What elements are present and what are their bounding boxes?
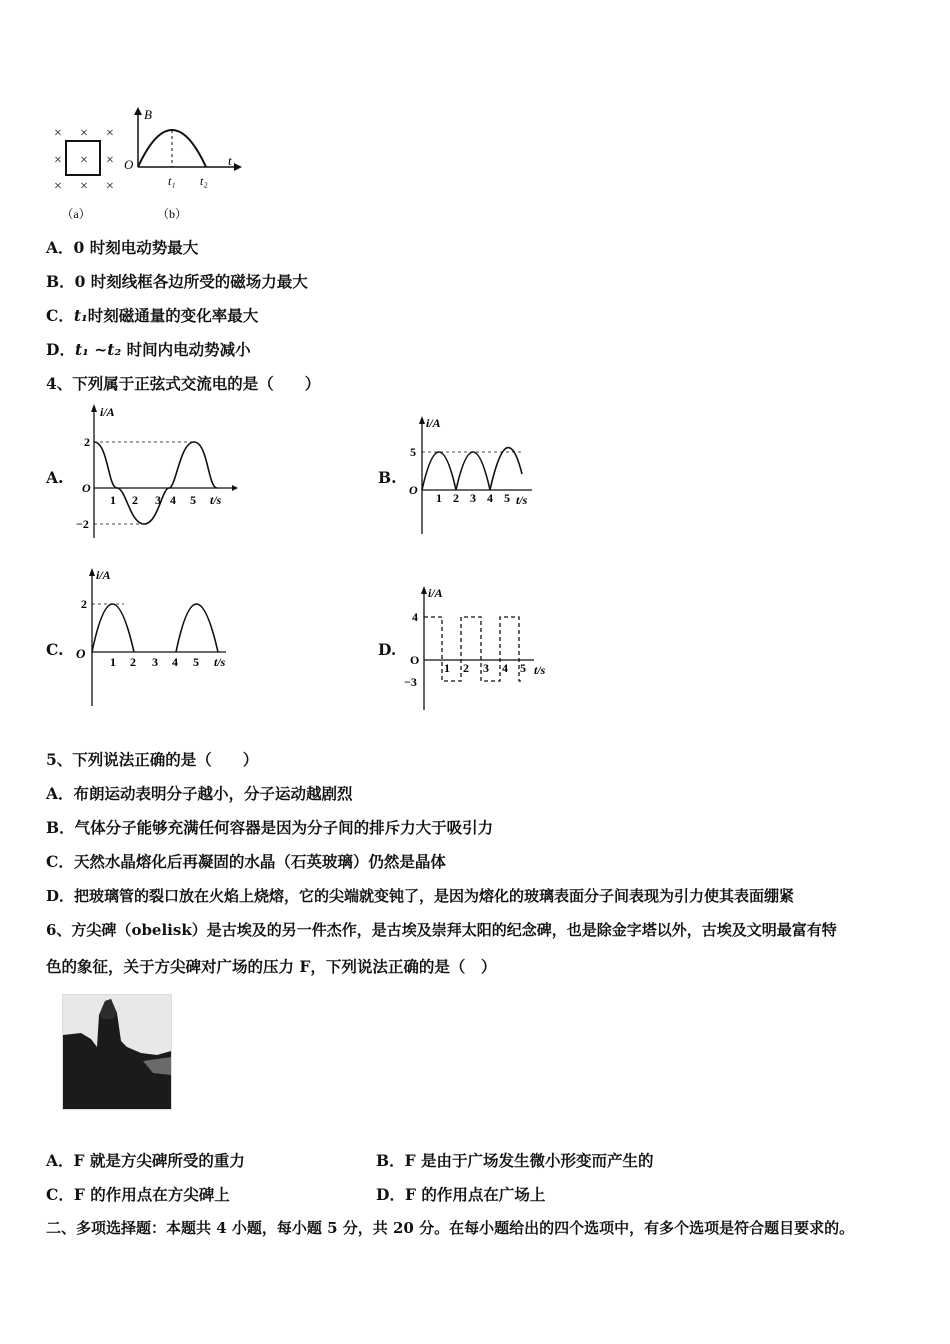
y-axis-label: i/A [426,416,441,430]
min-label: −2 [76,517,89,531]
y-axis-label: i/A [428,586,443,600]
section-2-heading: 二、多项选择题：本题共 4 小题，每小题 5 分，共 20 分。在每小题给出的四个选项中，有多个选项是符合题目要求的。 [46,1219,855,1237]
field-cross: × [54,126,62,141]
x-tick: 4 [502,661,508,675]
q3-option-b[interactable] [46,270,308,292]
option-text: 时间内电动势减小 [121,340,251,359]
q3-option-d[interactable] [46,338,251,360]
option-letter: A． [46,784,74,803]
option-letter: B． [46,818,75,837]
max-label: 4 [412,610,418,624]
option-text: F 是由于广场发生微小形变而产生的 [404,1151,654,1170]
x-tick: 5 [193,655,199,669]
field-cross: × [106,126,114,141]
x-axis-label: t/s [516,493,528,507]
q4-stem: 4、下列属于正弦式交流电的是（ ） [46,374,321,393]
q6-option-a[interactable] [46,1149,245,1171]
x-tick: 1 [436,491,442,505]
option-var: t₁ [73,306,88,325]
q5-option-c[interactable] [46,850,446,872]
x-axis-label: t/s [214,655,226,669]
q6-option-b[interactable] [376,1149,654,1171]
q5-option-b[interactable] [46,816,493,838]
field-cross: × [54,179,62,194]
option-text: F 就是方尖碑所受的重力 [73,1151,245,1170]
field-cross: × [80,179,88,194]
option-letter: C． [46,1185,74,1204]
origin-label: O [82,481,91,495]
option-letter: D． [376,1185,405,1204]
x-tick: 3 [155,493,161,507]
option-text: F 的作用点在方尖碑上 [73,1185,230,1204]
x-tick: 2 [463,661,469,675]
option-letter: B． [46,272,75,291]
x-tick: 1 [110,493,116,507]
option-letter: D． [46,340,75,359]
option-text: 把玻璃管的裂口放在火焰上烧熔，它的尖端就变钝了，是因为熔化的玻璃表面分子间表现为引力使其表面绷紧 [74,887,795,905]
q5-stem: 5、下列说法正确的是（ ） [46,750,259,769]
option-text: 天然水晶熔化后再凝固的水晶（石英玻璃）仍然是晶体 [73,852,446,871]
field-cross: × [80,126,88,141]
x-tick: 3 [152,655,158,669]
x-tick: 5 [504,491,510,505]
x-tick: 1 [444,661,450,675]
origin-label: O [410,653,420,667]
max-label: 2 [84,435,90,449]
option-letter: C． [46,852,74,871]
q4-option-c[interactable]: C. [46,640,64,659]
x-axis-label: t/s [534,663,546,677]
fig-b-label: （b） [156,207,188,221]
x-tick: 4 [172,655,178,669]
x-tick: 2 [132,493,138,507]
q5-option-d[interactable] [46,885,794,906]
x-tick: 5 [190,493,196,507]
option-text: 布朗运动表明分子越小，分子运动越剧烈 [73,784,353,803]
q5-option-a[interactable] [46,782,353,804]
q4-option-b[interactable]: B. [378,468,397,487]
t2-label: t₂ [200,174,208,188]
square-wave [424,617,524,681]
axis-b-label: B [144,107,152,122]
t1-label: t₁ [168,174,176,188]
origin-label: O [124,157,134,172]
x-tick: 2 [453,491,459,505]
q4-graph-c [72,566,242,708]
x-tick: 4 [487,491,493,505]
min-label: −3 [404,675,417,689]
q4-option-d[interactable]: D. [378,640,397,659]
axis-t-label: t [228,153,232,168]
x-tick: 2 [130,655,136,669]
option-letter: A． [46,238,74,257]
rectified-curve [422,448,522,490]
x-axis-label: t/s [210,493,222,507]
x-tick: 1 [110,655,116,669]
q3-option-a[interactable] [46,236,198,258]
q6-option-c[interactable] [46,1183,230,1205]
x-tick: 3 [470,491,476,505]
sine-curve [94,442,217,524]
max-label: 5 [410,445,416,459]
option-text: 0 时刻线框各边所受的磁场力最大 [74,272,308,291]
q6-stem-line-1: 6、方尖碑（obelisk）是古埃及的另一件杰作，是古埃及崇拜太阳的纪念碑，也是除金字塔以外，古埃及文明最富有特 [46,921,837,939]
option-text: 时刻磁通量的变化率最大 [87,306,259,325]
option-letter: D． [46,887,75,905]
field-cross: × [106,179,114,194]
fig-a-label: （a） [61,207,91,221]
option-text: F 的作用点在广场上 [404,1185,546,1204]
field-cross: × [106,153,114,168]
origin-label: O [76,646,86,661]
y-axis-label: i/A [96,568,111,582]
half-wave-curve [92,604,218,652]
field-cross: × [54,153,62,168]
option-var: t₁ ~t₂ [74,340,122,359]
q3-option-c[interactable] [46,304,258,326]
x-tick: 3 [483,661,489,675]
q4-graph-d [398,584,558,714]
y-axis-label: i/A [100,405,115,419]
field-cross: × [80,153,88,168]
origin-label: O [409,483,418,497]
max-label: 2 [81,597,87,611]
option-text: 0 时刻电动势最大 [73,238,199,257]
option-letter: C． [46,306,74,325]
q4-graph-a [72,402,242,542]
option-text: 气体分子能够充满任何容器是因为分子间的排斥力大于吸引力 [74,818,494,837]
q3-figure-b [118,105,243,223]
q6-option-d[interactable] [376,1183,545,1205]
q3-figure-a [48,122,128,222]
obelisk-photo [62,994,172,1110]
q4-graph-b [400,414,550,538]
q6-stem-line-2: 色的象征，关于方尖碑对广场的压力 F，下列说法正确的是（ ） [46,957,497,976]
x-tick: 5 [520,661,526,675]
option-letter: A． [46,1151,74,1170]
option-letter: B． [376,1151,405,1170]
x-tick: 4 [170,493,176,507]
q4-option-a[interactable]: A. [46,468,64,487]
